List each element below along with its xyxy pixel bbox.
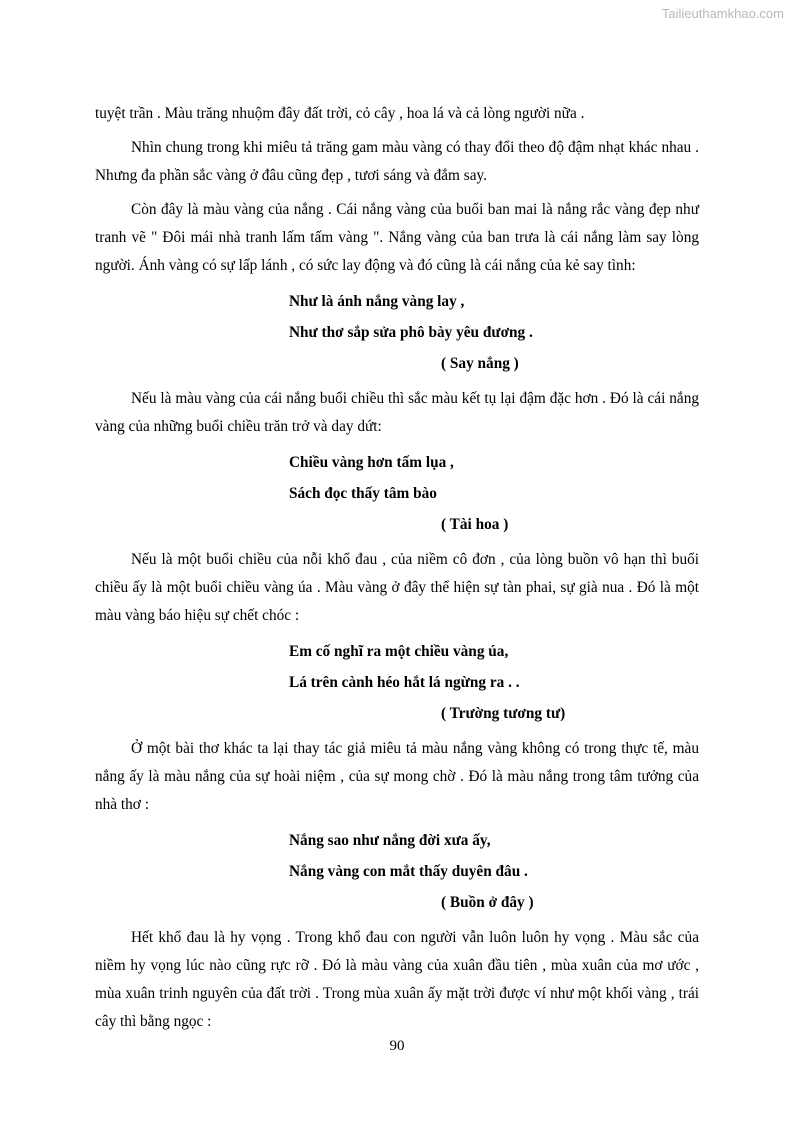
- paragraph: Nếu là màu vàng của cái nắng buổi chiều thì sắc màu kết tụ lại đậm đặc hơn . Đó là cái nắng vàng của những buổi chiều trăn trở và day dứt:: [95, 390, 699, 435]
- paragraph: Hết khổ đau là hy vọng . Trong khổ đau con người vẫn luôn luôn hy vọng . Màu sắc của niềm hy vọng lúc nào cũng rực rỡ . Đó là màu vàng của xuân đầu tiên , mùa xuân của mơ ước , mùa xuân trinh nguyên của đất trời . Trong mùa xuân ấy mặt trời được ví như một khối vàng , trái cây thì bằng ngọc :: [95, 929, 699, 1030]
- poem-line: Nắng vàng con mắt thấy duyên đâu .: [289, 863, 528, 880]
- paragraph-continuation: tuyệt trần . Màu trăng nhuộm đây đất trời, cỏ cây , hoa lá và cả lòng người nữa .: [95, 105, 585, 122]
- poem-source: ( Say nắng ): [441, 355, 519, 372]
- poem-line: Lá trên cành héo hắt lá ngừng ra . .: [289, 674, 520, 691]
- watermark-text: Tailieuthamkhao.com: [661, 6, 784, 21]
- poem-line: Như thơ sắp sửa phô bày yêu đương .: [289, 324, 533, 341]
- poem-source: ( Trường tương tư): [441, 705, 566, 722]
- poem-line: Chiều vàng hơn tấm lụa ,: [289, 454, 454, 471]
- poem-quote: [95, 825, 699, 918]
- poem-quote: [95, 286, 699, 379]
- poem-quote: [95, 447, 699, 540]
- paragraph: Còn đây là màu vàng của nắng . Cái nắng vàng của buổi ban mai là nắng rắc vàng đẹp như tranh vẽ " Đôi mái nhà tranh lấm tấm vàng ". Nắng vàng của ban trưa là cái nắng làm say lòng người. Ánh vàng có sự lấp lánh , có sức lay động và đó cũng là cái nắng của kẻ say tình:: [95, 201, 699, 274]
- poem-line: Em cố nghĩ ra một chiều vàng úa,: [289, 643, 509, 660]
- page-number: 90: [389, 1038, 405, 1054]
- page-body: [95, 100, 699, 1042]
- poem-source: ( Tài hoa ): [441, 516, 509, 533]
- poem-quote: [95, 636, 699, 729]
- poem-line: Sách đọc thấy tâm bào: [289, 485, 437, 502]
- paragraph: Nếu là một buổi chiều của nỗi khổ đau , của niềm cô đơn , của lòng buồn vô hạn thì buổi chiều ấy là một buổi chiều vàng úa . Màu vàng ở đây thể hiện sự tàn phai, sự già nua . Đó là một màu vàng báo hiệu sự chết chóc :: [95, 551, 699, 624]
- poem-source: ( Buồn ở đây ): [441, 894, 534, 911]
- poem-line: Nắng sao như nắng đời xưa ấy,: [289, 832, 491, 849]
- poem-line: Như là ánh nắng vàng lay ,: [289, 293, 465, 310]
- paragraph: Nhìn chung trong khi miêu tả trăng gam màu vàng có thay đổi theo độ đậm nhạt khác nhau . Nhưng đa phần sắc vàng ở đâu cũng đẹp , tươi sáng và đắm say.: [95, 139, 699, 184]
- paragraph: Ở một bài thơ khác ta lại thay tác giả miêu tả màu nắng vàng không có trong thực tế, màu nắng ấy là màu nắng của sự hoài niệm , của sự mong chờ . Đó là màu nắng trong tâm tưởng của nhà thơ :: [95, 740, 699, 813]
